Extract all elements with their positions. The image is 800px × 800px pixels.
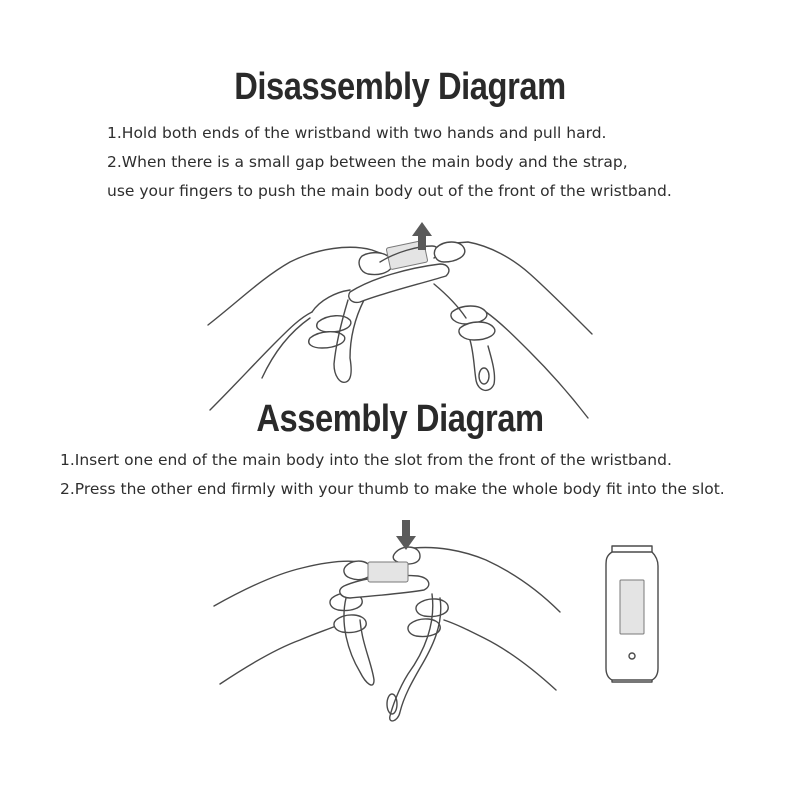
left-thumb	[359, 253, 392, 275]
disassembly-title: Disassembly Diagram	[234, 66, 566, 108]
assembly-illustration	[214, 520, 658, 721]
disassembly-step-2-continued: use your fingers to push the main body out of the front of the wristband.	[107, 182, 672, 200]
right-thumb	[434, 242, 464, 262]
disassembly-illustration	[208, 222, 592, 418]
assembly-step-2: 2.Press the other end firmly with your thumb to make the whole body fit into the slot.	[60, 480, 725, 498]
assembled-screen	[620, 580, 644, 634]
press-down-arrow-icon	[396, 520, 416, 550]
assembly-step-1: 1.Insert one end of the main body into the slot from the front of the wristband.	[60, 451, 672, 469]
disassembly-step-1: 1.Hold both ends of the wristband with two hands and pull hard.	[107, 124, 607, 142]
assembled-wristband	[606, 546, 658, 682]
right-thumb-asm	[393, 547, 420, 564]
disassembly-step-2: 2.When there is a small gap between the main body and the strap,	[107, 153, 628, 171]
left-arm-lower	[210, 312, 312, 410]
device-screen-asm	[368, 562, 408, 582]
assembly-title: Assembly Diagram	[256, 398, 544, 440]
